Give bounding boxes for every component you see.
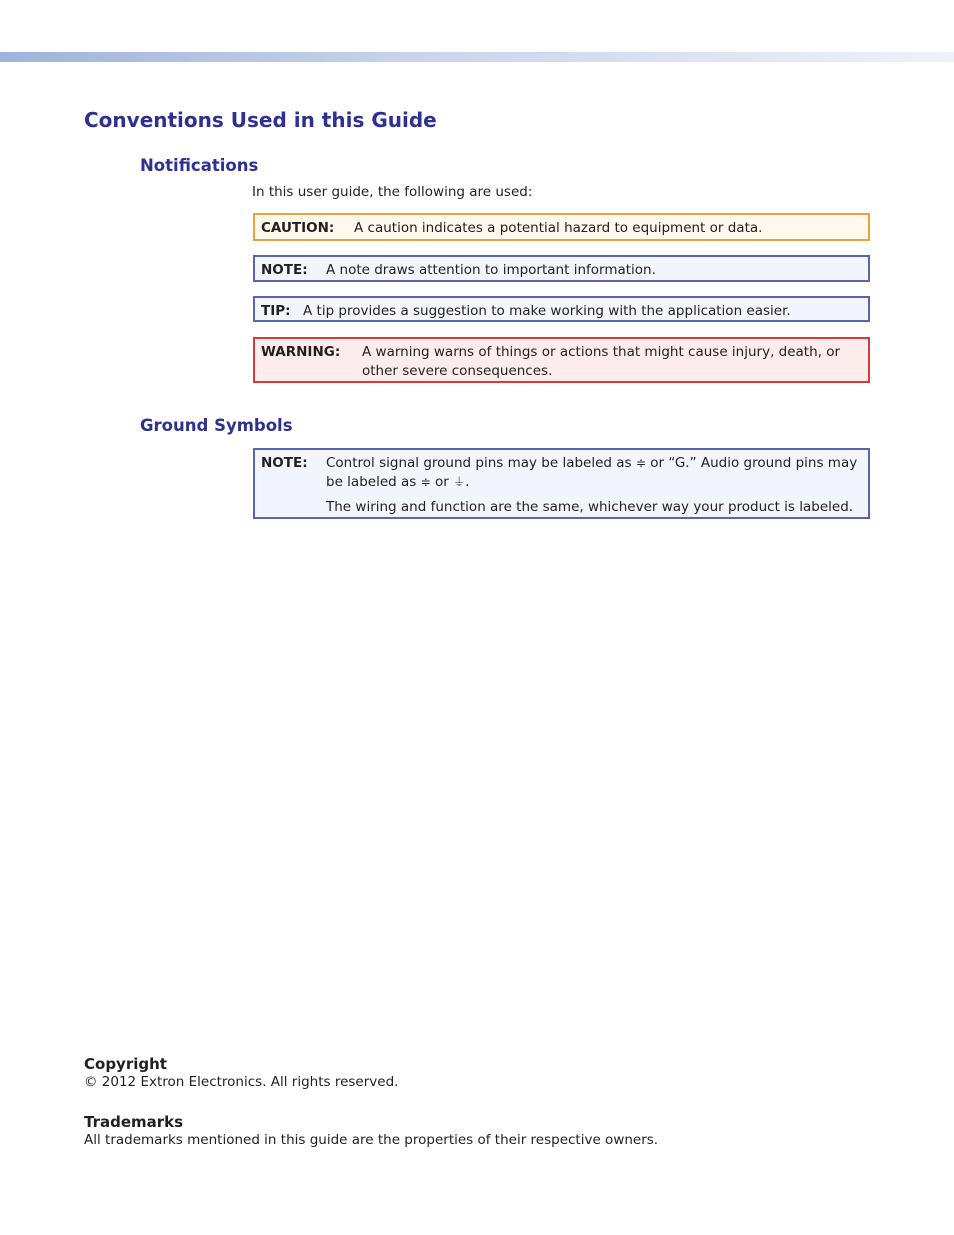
ground-symbols-heading: Ground Symbols xyxy=(140,416,293,435)
page-title: Conventions Used in this Guide xyxy=(84,108,437,132)
caution-box xyxy=(253,213,870,241)
ground-note-line2: The wiring and function are the same, whichever way your product is labeled. xyxy=(326,499,854,515)
warning-box xyxy=(253,337,870,383)
signal-ground-icon-2: ≑ xyxy=(420,475,431,489)
ground-note-line1 xyxy=(261,452,860,492)
trademarks-heading: Trademarks xyxy=(84,1113,184,1131)
ground-text-d: . xyxy=(465,474,470,490)
note-box xyxy=(253,255,870,282)
warning-text: A warning warns of things or actions that might cause injury, death, or other severe consequences. xyxy=(362,344,841,379)
tip-box xyxy=(253,296,870,322)
trademarks-text: All trademarks mentioned in this guide are the properties of their respective owners. xyxy=(84,1132,659,1148)
tip-text: A tip provides a suggestion to make working with the application easier. xyxy=(303,303,791,319)
ground-note-label: NOTE: xyxy=(261,455,308,471)
signal-ground-icon: ≑ xyxy=(635,456,646,470)
notifications-heading: Notifications xyxy=(140,156,259,175)
note-text: A note draws attention to important information. xyxy=(326,262,656,278)
warning-label: WARNING: xyxy=(261,344,341,360)
copyright-text: © 2012 Extron Electronics. All rights reserved. xyxy=(84,1074,399,1090)
ground-note-box xyxy=(253,448,870,519)
copyright-heading: Copyright xyxy=(84,1055,167,1073)
caution-label: CAUTION: xyxy=(261,220,335,236)
ground-text-a: Control signal ground pins may be labeled as xyxy=(326,455,632,471)
audio-ground-icon: ⏚ xyxy=(453,475,466,489)
note-label: NOTE: xyxy=(261,262,308,278)
ground-text-b: or “G.” Audio ground pins may be labeled as xyxy=(326,455,858,490)
caution-text: A caution indicates a potential hazard to equipment or data. xyxy=(354,220,763,236)
ground-text-c: or xyxy=(434,474,449,490)
notifications-intro: In this user guide, the following are used: xyxy=(252,184,533,200)
header-gradient-bar xyxy=(0,52,954,62)
tip-label: TIP: xyxy=(261,303,291,319)
